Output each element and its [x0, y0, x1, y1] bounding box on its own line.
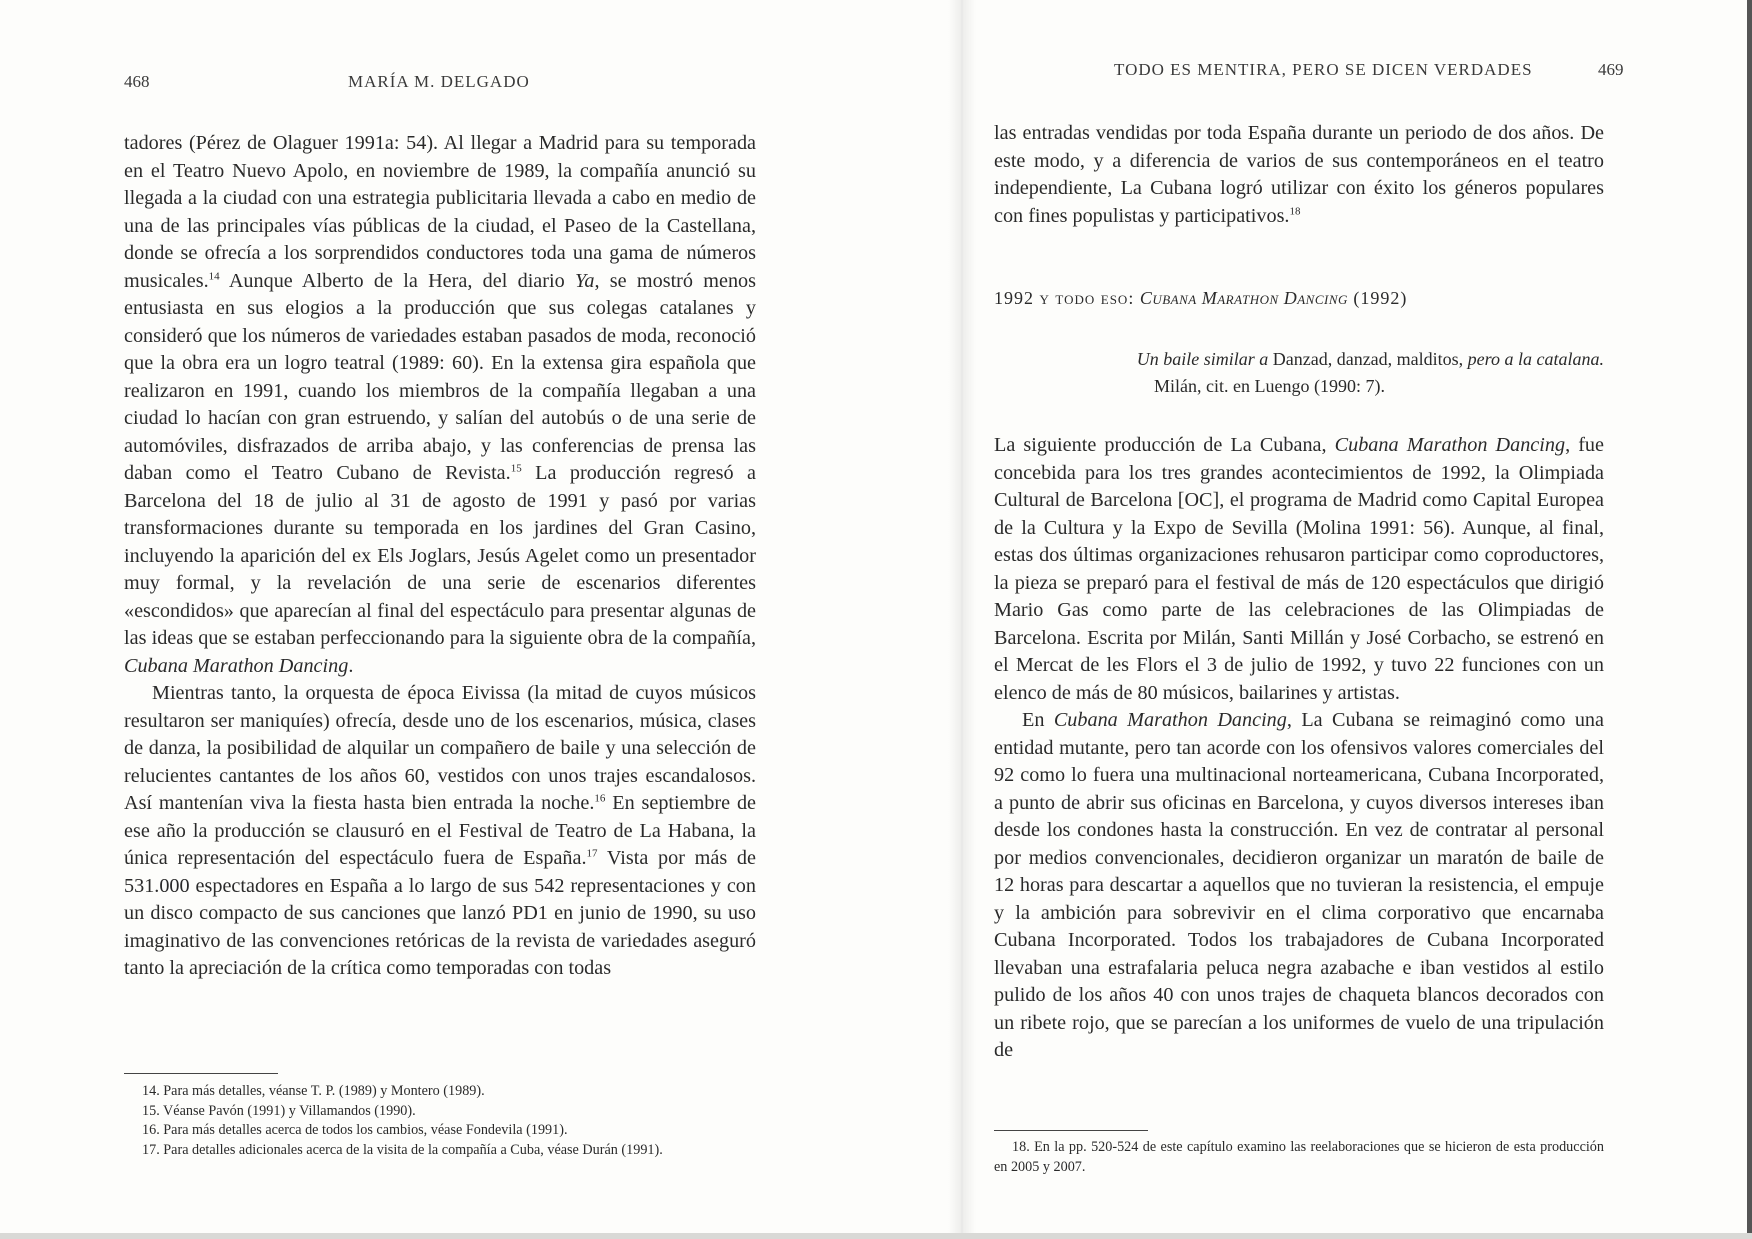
right-page — [976, 0, 1746, 1239]
italic-title: Cubana Marathon Dancing — [1334, 434, 1566, 456]
left-footnotes — [124, 1082, 756, 1160]
italic-title: Cubana Marathon Dancing — [124, 654, 349, 677]
section-heading-title: Cubana Marathon Dancing — [1139, 288, 1348, 308]
footnote-rule-left — [124, 1073, 278, 1074]
footnote-reference: 16 — [594, 792, 606, 805]
book-gutter-shadow — [948, 0, 976, 1239]
paragraph: las entradas vendidas por toda España durante un periodo de dos años. De este modo, y a diferencia de varios de sus contemporáneos en el teatro independiente, La Cubana logró utilizar con éxito los géneros populares con fines populistas y participativos.$^{18}$ — [994, 122, 1604, 227]
footnote: 17. Para detalles adicionales acerca de la visita de la compañía a Cuba, véase Durán (1991). — [142, 1141, 663, 1158]
page-number-left: 468 — [124, 72, 150, 91]
paragraph: tadores (Pérez de Olaguer 1991a: 54). Al llegar a Madrid para su temporada en el Teatro Nuevo Apolo, en noviembre de 1989, la compañía anunció su llegada a la ciudad con una estrategia publicitaria llevada a cabo en medio de una de las principales vías públicas de la ciudad, el Paseo de la Castellana, donde se ofrecía a los sorprendidos conductores toda una gama de números musicales.$^{14}$ Aunque Alberto de la Hera, del diario Ya, se mostró menos entusiasta en sus elogios a la producción que sus colegas catalanes y consideró que los números de variedades estaban pasados de moda, reconoció que la obra era un logro teatral (1989: 60). En la extensa gira española que realizaron en 1991, cuando los miembros de la compañía llegaban a una ciudad lo hacían con gran estruendo, y salían del autobús o de una serie de automóviles, disfrazados de arriba abajo, y las conferencias de prensa las daban como el Teatro Cubano de Revista.$^{15}$ La producción regresó a Barcelona del 18 de julio al 31 de agosto de 1991 y pasó por varias transformaciones durante su temporada en los jardines del Gran Casino, incluyendo la aparición del ex Els Joglars, Jesús Agelet como un presentador muy formal, y la revelación de una serie de escenarios diferentes «escondidos» que aparecían al final del espectáculo para presentar algunas de las ideas que se estaban perfeccionando para la siguiente obra de la compañía, Cubana Marathon Dancing. — [124, 132, 756, 677]
footnote-rule-right — [994, 1130, 1148, 1131]
footnote-reference: 18 — [1289, 204, 1301, 217]
italic-title: Cubana Marathon Dancing — [1053, 709, 1287, 731]
footnote-reference: 15 — [510, 462, 522, 475]
paragraph: Mientras tanto, la orquesta de época Eivissa (la mitad de cuyos músicos resultaron ser maniquíes) ofrecía, desde uno de los escenarios, música, clases de danza, la posibilidad de alquilar un compañero de baile y una selección de relucientes cantantes de los años 60, vestidos con unos trajes escandalosos. Así mantenían viva la fiesta hasta bien entrada la noche.$^{16}$ En septiembre de ese año la producción se clausuró en el Festival de Teatro de La Habana, la única representación del espectáculo fuera de España.$^{17}$ Vista por más de 531.000 espectadores en España a lo largo de sus 542 representaciones y con un disco compacto de sus canciones que lanzó PD1 en junio de 1990, su uso imaginativo de las convenciones retóricas de la revista de variedades aseguró tanto la apreciación de la crítica como temporadas con todas — [124, 682, 757, 979]
epigraph-attribution: Milán, cit. en Luengo (1990: 7). — [1154, 376, 1385, 396]
section-heading — [994, 288, 1604, 309]
footnote: 15. Véanse Pavón (1991) y Villamandos (1990). — [142, 1102, 416, 1119]
paragraph: La siguiente producción de La Cubana, Cubana Marathon Dancing, fue concebida para los tres grandes acontecimientos de 1992, la Olimpiada Cultural de Barcelona [OC], el programa de Madrid como Capital Europea de la Cultura y la Expo de Sevilla (Molina 1991: 56). Aunque, al final, estas dos últimas organizaciones rehusaron participar como coproductores, la pieza se preparó para el festival de más de 120 espectáculos que dirigió Mario Gas como parte de las celebraciones de las Olimpiadas de Barcelona. Escrita por Milán, Santi Millán y José Corbacho, se estrenó en el Mercat de les Flors el 3 de julio de 1992, y tuvo 22 funciones con un elenco de más de 80 músicos, bailarines y artistas. — [994, 434, 1604, 704]
footnote: 18. En la pp. 520-524 de este capítulo examino las reelaboraciones que se hicieron de esta producción en 2005 y 2007. — [994, 1139, 1604, 1175]
running-head-right: TODO ES MENTIRA, PERO SE DICEN VERDADES — [1114, 60, 1533, 79]
left-body-text — [124, 130, 756, 983]
scan-edge — [1747, 0, 1752, 1239]
italic-title: Ya — [575, 269, 595, 292]
page-number-right: 469 — [1598, 60, 1624, 79]
footnote-reference: 17 — [586, 847, 598, 860]
footnote: 16. Para más detalles acerca de todos los cambios, véase Fondevila (1991). — [142, 1122, 568, 1138]
epigraph — [994, 346, 1604, 400]
right-body-text — [994, 432, 1604, 1065]
right-footnotes — [994, 1138, 1604, 1177]
section-heading-year: (1992) — [1347, 288, 1408, 308]
footnote: 14. Para más detalles, véanse T. P. (1989) y Montero (1989). — [142, 1083, 485, 1099]
footnote-reference: 14 — [208, 269, 220, 282]
paragraph: En Cubana Marathon Dancing, La Cubana se reimaginó como una entidad mutante, pero tan acorde con los ofensivos valores comerciales del 92 como lo fuera una multinacional norteamericana, Cubana Incorporated, a punto de abrir sus oficinas en Barcelona, y cuyos diversos intereses iban desde los condones hasta la construcción. En vez de contratar al personal por medios convencionales, decidieron organizar un maratón de baile de 12 horas para descartar a aquellos que no tuvieran la resistencia, el empuje y la ambición para sobrevivir en el clima corporativo que encarnaba Cubana Incorporated. Todos los trabajadores de Cubana Incorporated llevaban una estrafalaria peluca negra azabache e iban vestidos al estilo pulido de los años 40 con unos trajes de chaqueta blancos decorados con un ribete rojo, que se parecían a los uniformes de vuelo de una tripulación de — [994, 709, 1604, 1061]
right-opening-paragraph — [994, 120, 1604, 230]
epigraph-quote: Un baile similar a Danzad, danzad, malditos, pero a la catalana. — [1136, 349, 1604, 369]
running-head-left: MARÍA M. DELGADO — [348, 72, 530, 91]
section-heading-prefix: 1992 y todo eso: — [994, 288, 1140, 308]
